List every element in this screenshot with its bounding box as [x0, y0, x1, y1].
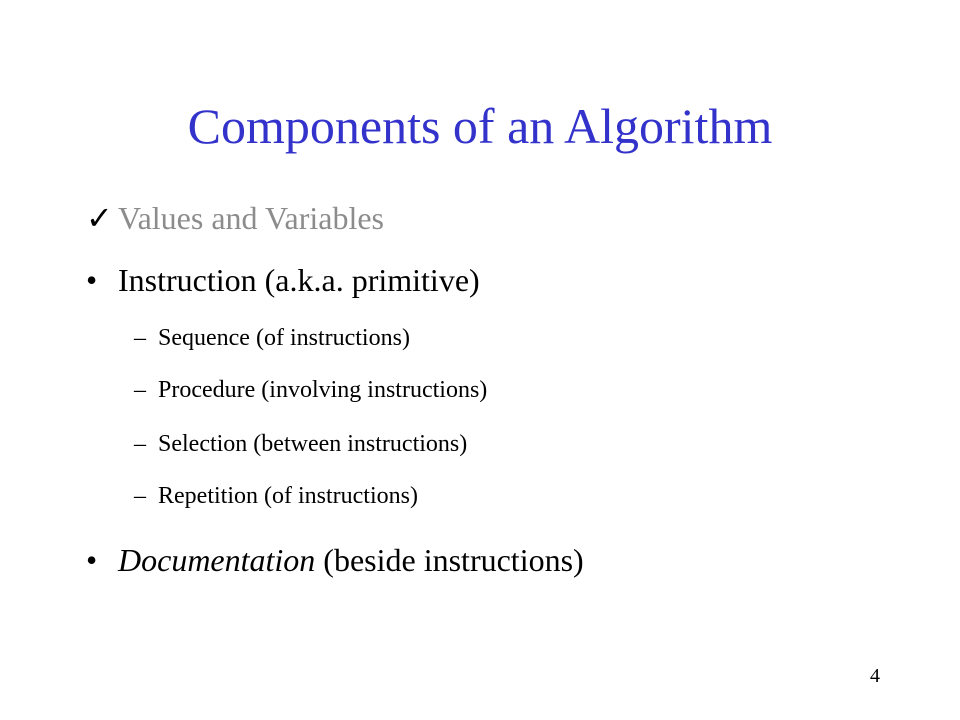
dash-icon: –: [134, 377, 146, 403]
bullet-icon: •: [86, 542, 98, 578]
bullet-emphasis-text: Documentation: [118, 542, 316, 578]
sub-bullet-text: Repetition (of instructions): [158, 483, 418, 509]
dash-icon: –: [134, 325, 146, 351]
sub-bullet-text: Procedure (involving instructions): [158, 377, 488, 403]
sub-bullet-procedure: [134, 374, 487, 406]
bullet-instruction: [86, 260, 480, 300]
bullet-documentation: [86, 540, 584, 580]
bullet-icon: •: [86, 262, 98, 298]
bullet-text: Values and Variables: [118, 200, 384, 236]
page-number: 4: [870, 665, 880, 687]
dash-icon: –: [134, 431, 146, 457]
sub-bullet-sequence: [134, 322, 410, 354]
sub-bullet-text: Sequence (of instructions): [158, 325, 410, 351]
sub-bullet-repetition: [134, 480, 418, 512]
sub-bullet-selection: [134, 428, 467, 460]
slide-title: Components of an Algorithm: [187, 98, 773, 154]
dash-icon: –: [134, 483, 146, 509]
sub-bullet-text: Selection (between instructions): [158, 431, 468, 457]
checkmark-icon: ✓: [86, 200, 113, 236]
bullet-text: (beside instructions): [315, 542, 584, 578]
bullet-text: Instruction (a.k.a. primitive): [118, 262, 480, 298]
bullet-values-and-variables: [86, 198, 384, 238]
